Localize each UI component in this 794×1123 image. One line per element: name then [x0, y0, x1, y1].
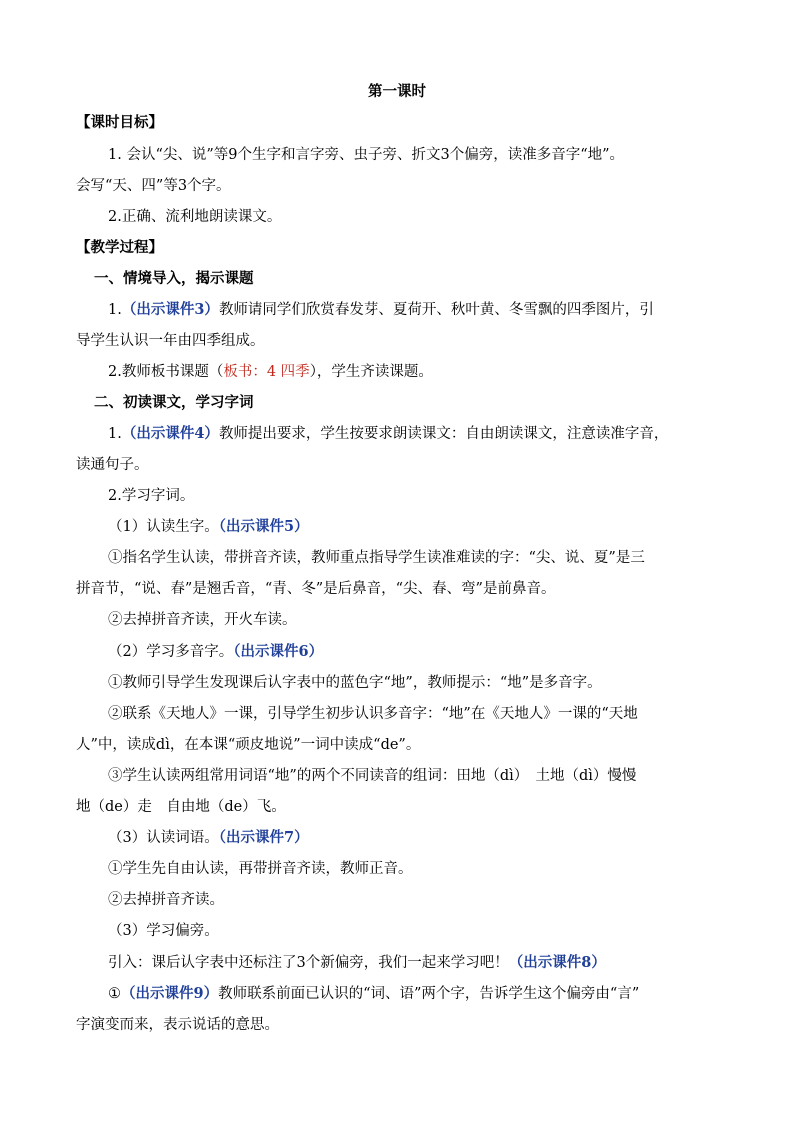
paragraph-6-line-1: ①指名学生认读，带拼音齐读，教师重点指导学生读准难读的字：“尖、说、夏”是三 [108, 550, 645, 566]
paragraph-8-text: （2）学习多音字。 [108, 644, 234, 660]
paragraph-4: 2.学习字词。 [108, 488, 195, 504]
section-1-heading: 一、情境导入，揭示课题 [94, 270, 254, 287]
paragraph-1-text: 教师请同学们欣赏春发芽、夏荷开、秋叶黄、冬雪飘的四季图片，引 [218, 302, 654, 318]
paragraph-2-prefix: 2.教师板书课题（ [108, 364, 224, 380]
goal-1-line-2: 会写“天、四”等3个字。 [76, 178, 231, 194]
process-heading: 【教学过程】 [76, 239, 163, 256]
paragraph-13: ①学生先自由认读，再带拼音齐读，教师正音。 [108, 861, 413, 877]
page-title: 第一课时 [368, 83, 426, 100]
paragraph-5-text: （1）认读生字。 [108, 519, 219, 535]
paragraph-10-line-1: ②联系《天地人》一课，引导学生初步认识多音字：“地”在《天地人》一课的“天地 [108, 706, 638, 722]
paragraph-9: ①教师引导学生发现课后认字表中的蓝色字“地”，教师提示：“地”是多音字。 [108, 675, 602, 691]
paragraph-14: ②去掉拼音齐读。 [108, 892, 224, 908]
paragraph-12 [108, 828, 309, 848]
courseware-tag: （出示课件7） [218, 829, 309, 846]
goal-2: 2.正确、流利地朗读课文。 [108, 209, 282, 225]
paragraph-11-line-2: 地（de）走 自由地（de）飞。 [76, 799, 286, 815]
paragraph-1-line-1 [108, 300, 654, 320]
paragraph-8 [108, 642, 323, 662]
courseware-tag: （出示课件5） [218, 518, 309, 535]
paragraph-17-text: 教师联系前面已认识的“词、语”两个字，告诉学生这个偏旁由“言” [218, 986, 640, 1002]
courseware-tag: （出示课件9） [121, 985, 219, 1002]
paragraph-3-line-1 [108, 424, 668, 444]
paragraph-1-line-2: 导学生认识一年由四季组成。 [76, 333, 265, 349]
paragraph-11-line-1: ③学生认读两组常用词语“地”的两个不同读音的组词：田地（dì） 土地（dì）慢慢 [108, 768, 637, 784]
paragraph-3-line-2: 读通句子。 [76, 457, 149, 473]
courseware-tag: （出示课件6） [233, 643, 324, 660]
paragraph-17-line-1 [108, 984, 639, 1004]
courseware-tag: （出示课件8） [508, 954, 606, 971]
paragraph-1-number: 1. [108, 302, 122, 318]
paragraph-3-number: 1. [108, 426, 122, 442]
courseware-tag: （出示课件3） [121, 301, 219, 318]
paragraph-3-text: 教师提出要求，学生按要求朗读课文：自由朗读课文，注意读准字音， [218, 426, 669, 442]
paragraph-6-line-2: 拼音节，“说、春”是翘舌音，“青、冬”是后鼻音，“尖、春、弯”是前鼻音。 [76, 581, 556, 597]
paragraph-5 [108, 517, 309, 537]
paragraph-12-text: （3）认读词语。 [108, 830, 219, 846]
courseware-tag: （出示课件4） [121, 425, 219, 442]
paragraph-2-suffix: ），学生齐读课题。 [309, 364, 433, 380]
paragraph-16 [108, 953, 606, 973]
paragraph-16-text: 引入：课后认字表中还标注了3个新偏旁，我们一起来学习吧！ [108, 955, 509, 971]
paragraph-15: （3）学习偏旁。 [108, 923, 219, 939]
goals-heading: 【课时目标】 [76, 114, 163, 131]
section-2-heading: 二、初读课文，学习字词 [94, 394, 254, 411]
paragraph-7: ②去掉拼音齐读，开火车读。 [108, 612, 297, 628]
paragraph-2 [108, 362, 433, 382]
paragraph-10-line-2: 人”中，读成dì，在本课“顽皮地说”一词中读成“de”。 [76, 737, 421, 753]
paragraph-17-line-2: 字演变而来，表示说话的意思。 [76, 1017, 279, 1033]
blackboard-note: 板书：4 四季 [223, 364, 310, 380]
goal-1-line-1: 1. 会认“尖、说”等9个生字和言字旁、虫子旁、折文3个偏旁，读准多音字“地”。 [108, 147, 625, 163]
paragraph-17-number: ① [108, 986, 121, 1002]
